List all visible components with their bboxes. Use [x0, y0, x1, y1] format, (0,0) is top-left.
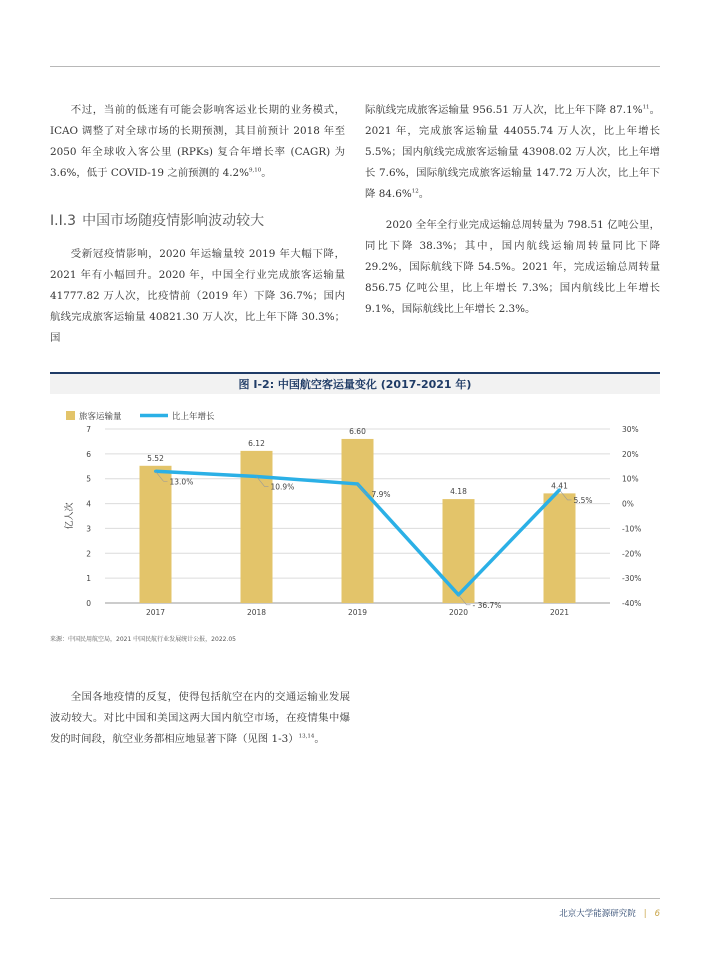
y2-tick-label: -30% [622, 574, 642, 584]
footer-institute: 北京大学能源研究院 [559, 909, 636, 919]
right-paragraph-1: 际航线完成旅客运输量 956.51 万人次，比上年下降 87.1%$^{11}$。2021 年，完成旅客运输量 44055.74 万人次，比上年增长 5.5%；国内航线完成旅客运输量 43908.02 万人次，比上年增长 7.6%，国际航线完成旅客运输量 147.72 万人次，比上年下降 84.6%$^{12}$。 [365, 104, 660, 200]
y-tick-label: 4 [86, 499, 91, 509]
legend-swatch-bar [66, 411, 75, 420]
y2-tick-label: -20% [622, 549, 642, 559]
growth-value-label: 13.0% [169, 477, 194, 487]
x-tick-label: 2020 [448, 608, 469, 617]
y2-tick-label: 30% [622, 425, 639, 434]
y2-tick-label: 10% [622, 474, 639, 484]
y-tick-label: 6 [86, 449, 91, 459]
y2-tick-label: 20% [622, 449, 639, 459]
right-column [365, 100, 660, 320]
y-axis-label: 亿人次 [65, 502, 75, 530]
y2-tick-label: -40% [622, 599, 642, 608]
bottom-paragraph: 全国各地疫情的反复，使得包括航空在内的交通运输业发展波动较大。对比中国和美国这两大国内航空市场，在疫情集中爆发的时间段，航空业务都相应地显著下降（见图 1-3）$^{13,14}$。 [50, 691, 350, 745]
x-tick-label: 2017 [145, 608, 166, 617]
section-heading [50, 210, 264, 230]
x-tick-label: 2021 [549, 608, 570, 617]
bar [241, 451, 273, 603]
left-column-top [50, 100, 345, 184]
footer [559, 907, 660, 919]
figure-title-band [50, 372, 660, 394]
figure-title: 图 I-2: 中国航空客运量变化 (2017-2021 年) [238, 378, 472, 391]
y2-tick-label: -10% [622, 524, 642, 534]
page-number: 6 [654, 909, 660, 919]
legend-label-bar: 旅客运输量 [79, 412, 122, 422]
bar-value-label: 4.18 [450, 487, 467, 497]
chart-legend [66, 411, 215, 422]
section-number: I.I.3 [50, 213, 77, 229]
growth-value-label: 5.5% [573, 495, 593, 505]
bar-value-label: 6.60 [349, 426, 366, 436]
bar [544, 493, 576, 603]
left-paragraph-1: 不过，当前的低迷有可能会影响客运业长期的业务模式，ICAO 调整了对全球市场的长期预测，其目前预计 2018 年至 2050 年全球收入客公里 (RPKs) 复合年增长率 (CAGR) 为 3.6%，低于 COVID-19 之前预测的 4.2%$^{9,10}$。 [50, 104, 345, 179]
footer-separator: | [643, 909, 647, 919]
y-tick-label: 5 [86, 474, 91, 484]
figure-source: 来源：中国民用航空局，2021 中国民航行业发展统计公报，2022.05 [50, 636, 236, 643]
x-tick-label: 2018 [246, 608, 267, 617]
bar [342, 439, 374, 603]
bar-value-label: 6.12 [248, 438, 265, 448]
bar-value-label: 5.52 [147, 453, 164, 463]
right-paragraph-2: 2020 全年全行业完成运输总周转量为 798.51 亿吨公里，同比下降 38.3%；其中，国内航线运输周转量同比下降 29.2%，国际航线下降 54.5%。2021 年，完成运输总周转量 856.75 亿吨公里，比上年增长 7.3%；国内航线比上年增长 9.1%，国际航线比上年增长 2.3%。 [365, 219, 660, 315]
left-paragraph-2: 受新冠疫情影响，2020 年运输量较 2019 年大幅下降，2021 年有小幅回升。2020 年，中国全行业完成旅客运输量 41777.82 万人次，比疫情前（2019 年）下降 36.7%；国内航线完成旅客运输量 40821.30 万人次，比上年下降 30.3%；国 [50, 248, 345, 344]
y-tick-label: 1 [86, 574, 91, 584]
bar [140, 466, 172, 603]
bar-value-label: 4.41 [551, 481, 568, 491]
y2-tick-label: 0% [622, 499, 634, 509]
left-column-mid [50, 244, 345, 349]
y-tick-label: 3 [86, 524, 91, 534]
growth-value-label: 10.9% [270, 482, 295, 492]
top-rule [50, 66, 660, 67]
bottom-column [50, 687, 350, 750]
growth-value-label: 7.9% [371, 489, 391, 499]
footer-rule [50, 898, 660, 899]
y-tick-label: 2 [86, 549, 91, 559]
growth-value-label: - 36.7% [472, 600, 502, 610]
y-tick-label: 0 [86, 599, 91, 608]
bar [443, 499, 475, 603]
legend-label-line: 比上年增长 [172, 412, 215, 422]
y-tick-label: 7 [86, 425, 91, 434]
x-tick-label: 2019 [347, 608, 368, 617]
section-title: 中国市场随疫情影响波动较大 [82, 213, 265, 229]
passenger-chart [0, 400, 710, 640]
